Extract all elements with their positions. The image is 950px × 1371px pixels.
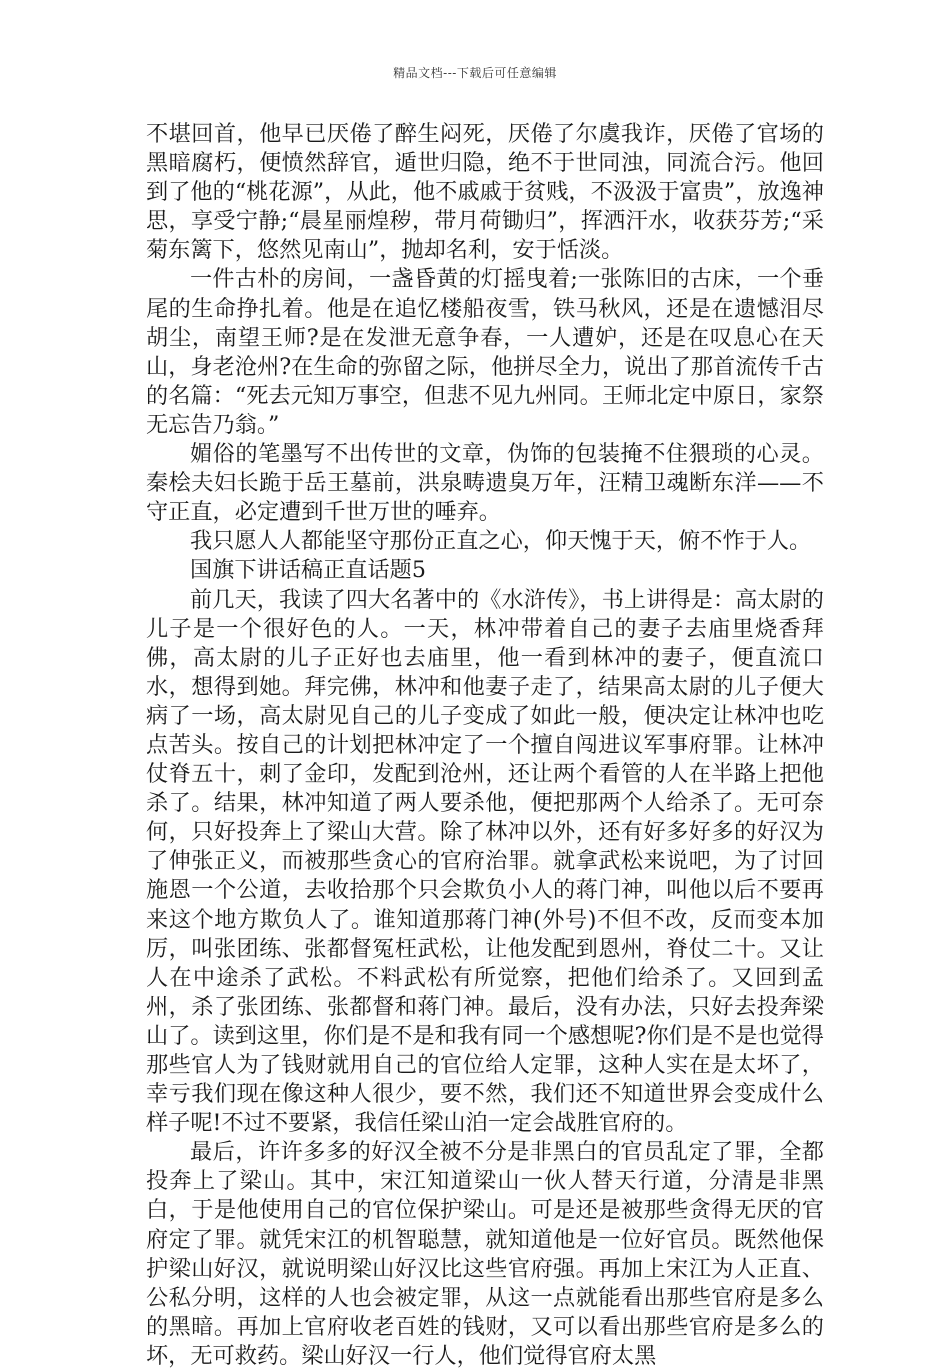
paragraph-6: 最后，许许多多的好汉全被不分是非黑白的官员乱定了罪，全都投奔上了梁山。其中，宋江知道梁山一伙人替天行道，分清是非黑白，于是他使用自己的官位保护梁山。可是还是被那些贪得无厌的官府定了罪。就凭宋江的机智聪慧，就知道他是一位好官员。既然他保护梁山好汉，就说明梁山好汉比这些官府强。再加上宋江为人正直、公私分明，这样的人也会被定罪，从这一点就能看出那些官府是多么的黑暗。再加上官府收老百姓的钱财，又可以看出那些官府是多么的坏，无可救药。梁山好汉一行人，他们觉得官府太黑 [146,1139,824,1369]
paragraph-1: 不堪回首，他早已厌倦了醉生闷死，厌倦了尔虞我诈，厌倦了官场的黑暗腐朽，便愤然辞官，遁世归隐，绝不于世同浊，同流合污。他回到了他的“桃花源”，从此，他不戚戚于贫贱，不汲汲于富贵”，放逸神思，享受宁静;“晨星丽煌秽，带月荷锄归”，挥洒汗水，收获芬芳;“采菊东篱下，悠然见南山”，抛却名利，安于恬淡。 [146,121,824,264]
paragraph-5: 前几天，我读了四大名著中的《水浒传》，书上讲得是：高太尉的儿子是一个很好色的人。一天，林冲带着自己的妻子去庙里烧香拜佛，高太尉的儿子正好也去庙里，他一看到林冲的妻子，便直流口水，想得到她。拜完佛，林冲和他妻子走了，结果高太尉的儿子便大病了一场，高太尉见自己的儿子变成了如此一般，便决定让林冲也吃点苦头。按自己的计划把林冲定了一个擅自闯进议军事府罪。让林冲仗脊五十，刺了金印，发配到沧州，还让两个看管的人在半路上把他杀了。结果，林冲知道了两人要杀他，便把那两个人给杀了。无可奈何，只好投奔上了梁山大营。除了林冲以外，还有好多好多的好汉为了伸张正义，而被那些贪心的官府治罪。就拿武松来说吧，为了讨回施恩一个公道，去收拾那个只会欺负小人的蒋门神，叫他以后不要再来这个地方欺负人了。谁知道那蒋门神(外号)不但不改，反而变本加厉，叫张团练、张都督冤枉武松，让他发配到恩州，脊仗二十。又让人在中途杀了武松。不料武松有所觉察，把他们给杀了。又回到孟州，杀了张团练、张都督和蒋门神。最后，没有办法，只好去投奔梁山了。读到这里，你们是不是和我有同一个感想呢?你们是不是也觉得那些官人为了钱财就用自己的官位给人定罪，这种人实在是太坏了，幸亏我们现在像这种人很少，要不然，我们还不知道世界会变成什么样子呢!不过不要紧，我信任梁山泊一定会战胜官府的。 [146,586,824,1137]
paragraph-2: 一件古朴的房间，一盏昏黄的灯摇曳着;一张陈旧的古床，一个垂尾的生命挣扎着。他是在追忆楼船夜雪，铁马秋风，还是在遗憾泪尽胡尘，南望王师?是在发泄无意争春，一人遭妒，还是在叹息心在天山，身老沧州?在生命的弥留之际，他拼尽全力，说出了那首流传千古的名篇：“死去元知万事空，但悲不见九州同。王师北定中原日，家祭无忘告乃翁。” [146,266,824,438]
page-header: 精品文档---下载后可任意编辑 [393,66,557,80]
document-body [146,120,824,1371]
paragraph-4: 我只愿人人都能坚守那份正直之心，仰天愧于天，俯不怍于人。 [190,528,812,555]
paragraph-3: 媚俗的笔墨写不出传世的文章，伪饰的包装掩不住猥琐的心灵。秦桧夫妇长跪于岳王墓前，洪泉畴遗臭万年，汪精卫魂断东洋——不守正直，必定遭到千世万世的唾弃。 [146,441,824,526]
section-title: 国旗下讲话稿正直话题5 [190,557,426,584]
